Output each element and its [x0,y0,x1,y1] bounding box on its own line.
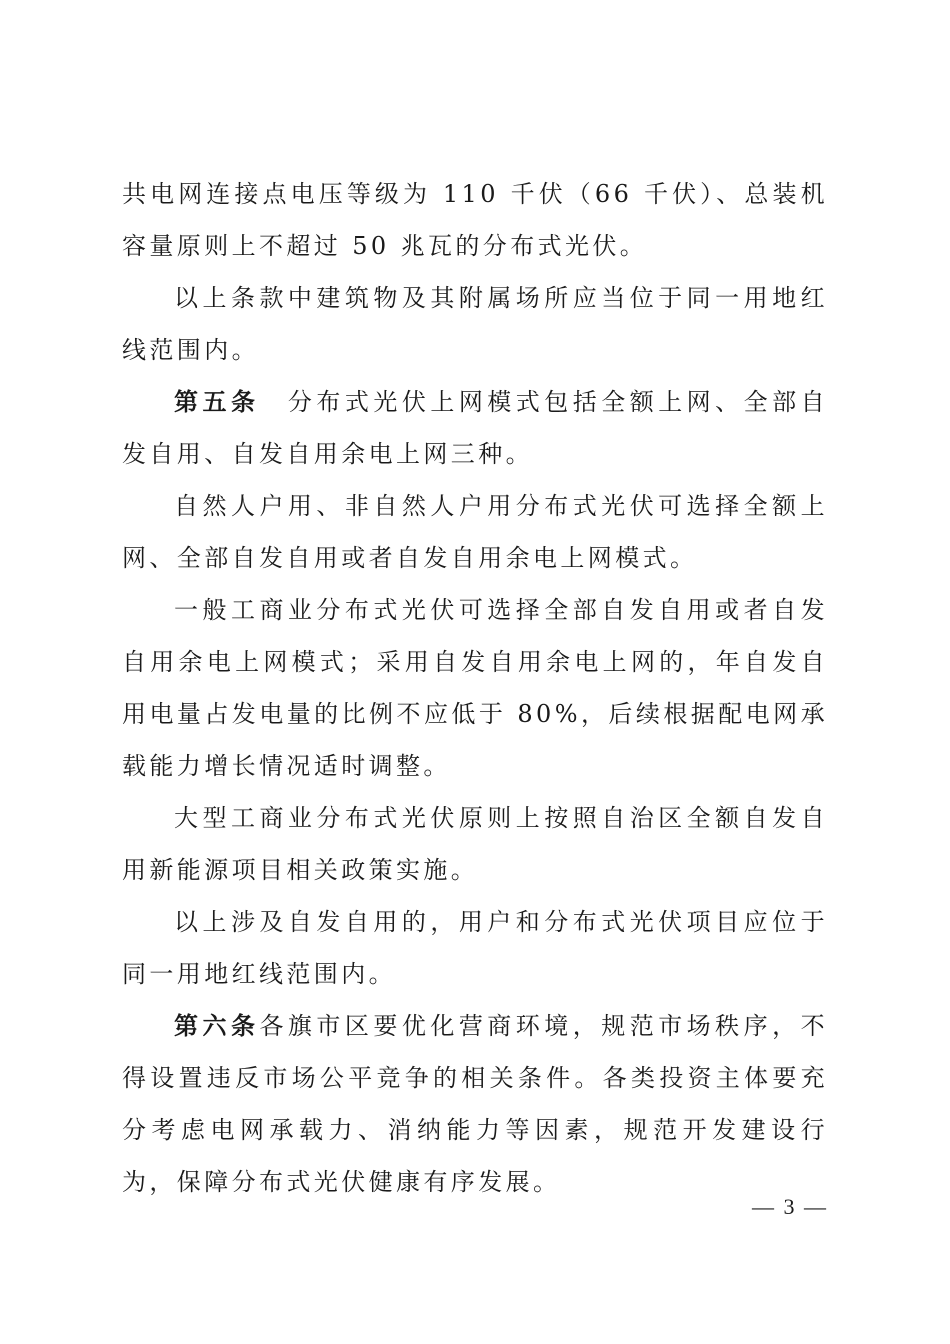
paragraph-2-text: 以上条款中建筑物及其附属场所应当位于同一用地红线范围内。 [122,284,828,364]
paragraph-1 [122,168,828,272]
paragraph-5 [122,584,828,792]
paragraph-5-text: 一般工商业分布式光伏可选择全部自发自用或者自发自用余电上网模式；采用自发自用余电上网的，年自发自用电量占发电量的比例不应低于 80%，后续根据配电网承载能力增长情况适时调整。 [122,596,828,780]
article-6 [122,1000,828,1208]
paragraph-6 [122,792,828,896]
paragraph-4 [122,480,828,584]
page-number: — 3 — [752,1194,828,1219]
paragraph-1-text: 共电网连接点电压等级为 110 千伏（66 千伏）、总装机容量原则上不超过 50 兆瓦的分布式光伏。 [122,180,828,260]
article-5-heading: 第五条 [174,388,260,416]
paragraph-7-text: 以上涉及自发自用的，用户和分布式光伏项目应位于同一用地红线范围内。 [122,908,828,988]
body-text [122,168,828,1208]
paragraph-2 [122,272,828,376]
article-5-text: 分布式光伏上网模式包括全额上网、全部自发自用、自发自用余电上网三种。 [122,388,829,468]
paragraph-6-text: 大型工商业分布式光伏原则上按照自治区全额自发自用新能源项目相关政策实施。 [122,804,828,884]
article-5 [122,376,828,480]
article-6-heading: 第六条 [174,1012,260,1040]
paragraph-7 [122,896,828,1000]
paragraph-4-text: 自然人户用、非自然人户用分布式光伏可选择全额上网、全部自发自用或者自发自用余电上网模式。 [122,492,828,572]
article-6-text: 各旗市区要优化营商环境，规范市场秩序，不得设置违反市场公平竞争的相关条件。各类投资主体要充分考虑电网承载力、消纳能力等因素，规范开发建设行为，保障分布式光伏健康有序发展。 [122,1012,829,1196]
